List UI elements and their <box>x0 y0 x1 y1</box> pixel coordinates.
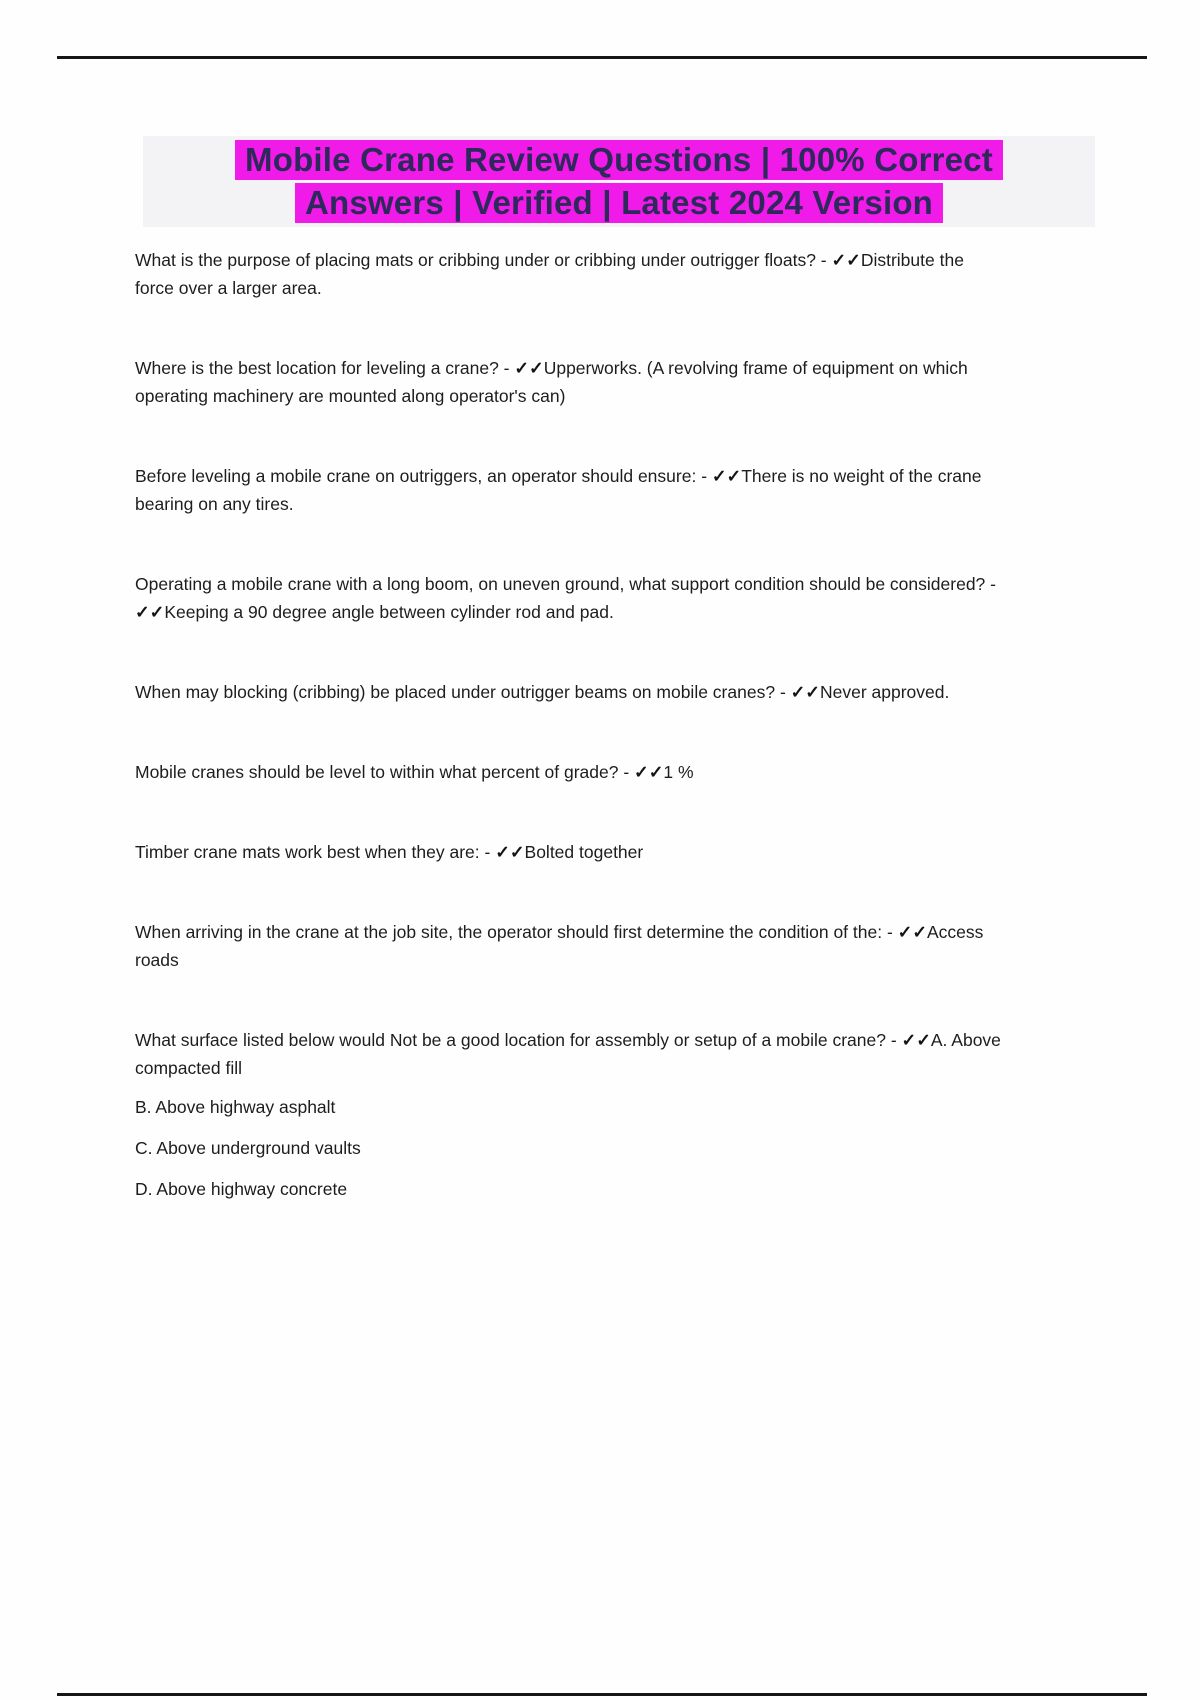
double-checkmark-icon: ✓✓ <box>711 466 742 486</box>
question-text: When may blocking (cribbing) be placed under outrigger beams on mobile cranes? <box>135 682 776 702</box>
separator: - <box>618 762 635 782</box>
qa-item-2 <box>135 354 1007 410</box>
separator: - <box>479 842 496 862</box>
qa-item-7 <box>135 838 1007 866</box>
double-checkmark-icon: ✓✓ <box>135 602 165 622</box>
question-text: Timber crane mats work best when they are: <box>135 842 480 862</box>
qa-item-8 <box>135 918 1007 974</box>
question-text: Operating a mobile crane with a long boom, on uneven ground, what support condition should be considered? <box>135 574 986 594</box>
answer-text: Bolted together <box>524 842 644 862</box>
separator: - <box>696 466 712 486</box>
qa-item-9 <box>135 1026 1007 1082</box>
separator: - <box>498 358 515 378</box>
separator: - <box>775 682 791 702</box>
double-checkmark-icon: ✓✓ <box>514 358 544 378</box>
answer-text: Distribute the force over a larger area. <box>135 250 964 298</box>
question-text: Before leveling a mobile crane on outriggers, an operator should ensure: <box>135 466 697 486</box>
question-text: Mobile cranes should be level to within what percent of grade? <box>135 762 619 782</box>
bottom-border-rule <box>57 1693 1147 1696</box>
double-checkmark-icon: ✓✓ <box>634 762 664 782</box>
qa-item-9-option-d: D. Above highway concrete <box>135 1179 348 1199</box>
separator: - <box>815 250 832 270</box>
separator: - <box>985 574 996 594</box>
answer-text: Never approved. <box>819 682 950 702</box>
answer-text: 1 % <box>663 762 694 782</box>
qa-content <box>135 246 1007 1216</box>
page-title-line2: Answers | Verified | Latest 2024 Version <box>295 183 943 223</box>
double-checkmark-icon: ✓✓ <box>831 250 861 270</box>
separator: - <box>882 922 898 942</box>
double-checkmark-icon: ✓✓ <box>901 1030 931 1050</box>
qa-item-1 <box>135 246 1007 302</box>
qa-item-3 <box>135 462 1007 518</box>
double-checkmark-icon: ✓✓ <box>495 842 525 862</box>
qa-item-5 <box>135 678 1007 706</box>
top-border-rule <box>57 56 1147 59</box>
question-text: Where is the best location for leveling a crane? <box>135 358 499 378</box>
qa-item-4 <box>135 570 1007 626</box>
question-text: What surface listed below would Not be a good location for assembly or setup of a mobile crane? <box>135 1030 886 1050</box>
answer-text: Access roads <box>135 922 984 970</box>
double-checkmark-icon: ✓✓ <box>790 682 820 702</box>
answer-text: A. Above compacted fill <box>135 1030 1001 1078</box>
page-title-line1: Mobile Crane Review Questions | 100% Correct <box>235 140 1003 180</box>
question-text: When arriving in the crane at the job site, the operator should first determine the condition of the: <box>135 922 883 942</box>
qa-item-9-option-c: C. Above underground vaults <box>135 1138 361 1158</box>
qa-item-6 <box>135 758 1007 786</box>
qa-item-9-option-b: B. Above highway asphalt <box>135 1097 336 1117</box>
separator: - <box>885 1030 902 1050</box>
page-title <box>143 138 1095 224</box>
answer-text: Upperworks. (A revolving frame of equipment on which operating machinery are mounted along operator's can) <box>135 358 968 406</box>
question-text: What is the purpose of placing mats or cribbing under or cribbing under outrigger floats? <box>135 250 816 270</box>
answer-text: Keeping a 90 degree angle between cylinder rod and pad. <box>164 602 614 622</box>
title-block <box>143 136 1095 227</box>
answer-text: There is no weight of the crane bearing on any tires. <box>135 466 982 514</box>
double-checkmark-icon: ✓✓ <box>897 922 927 942</box>
